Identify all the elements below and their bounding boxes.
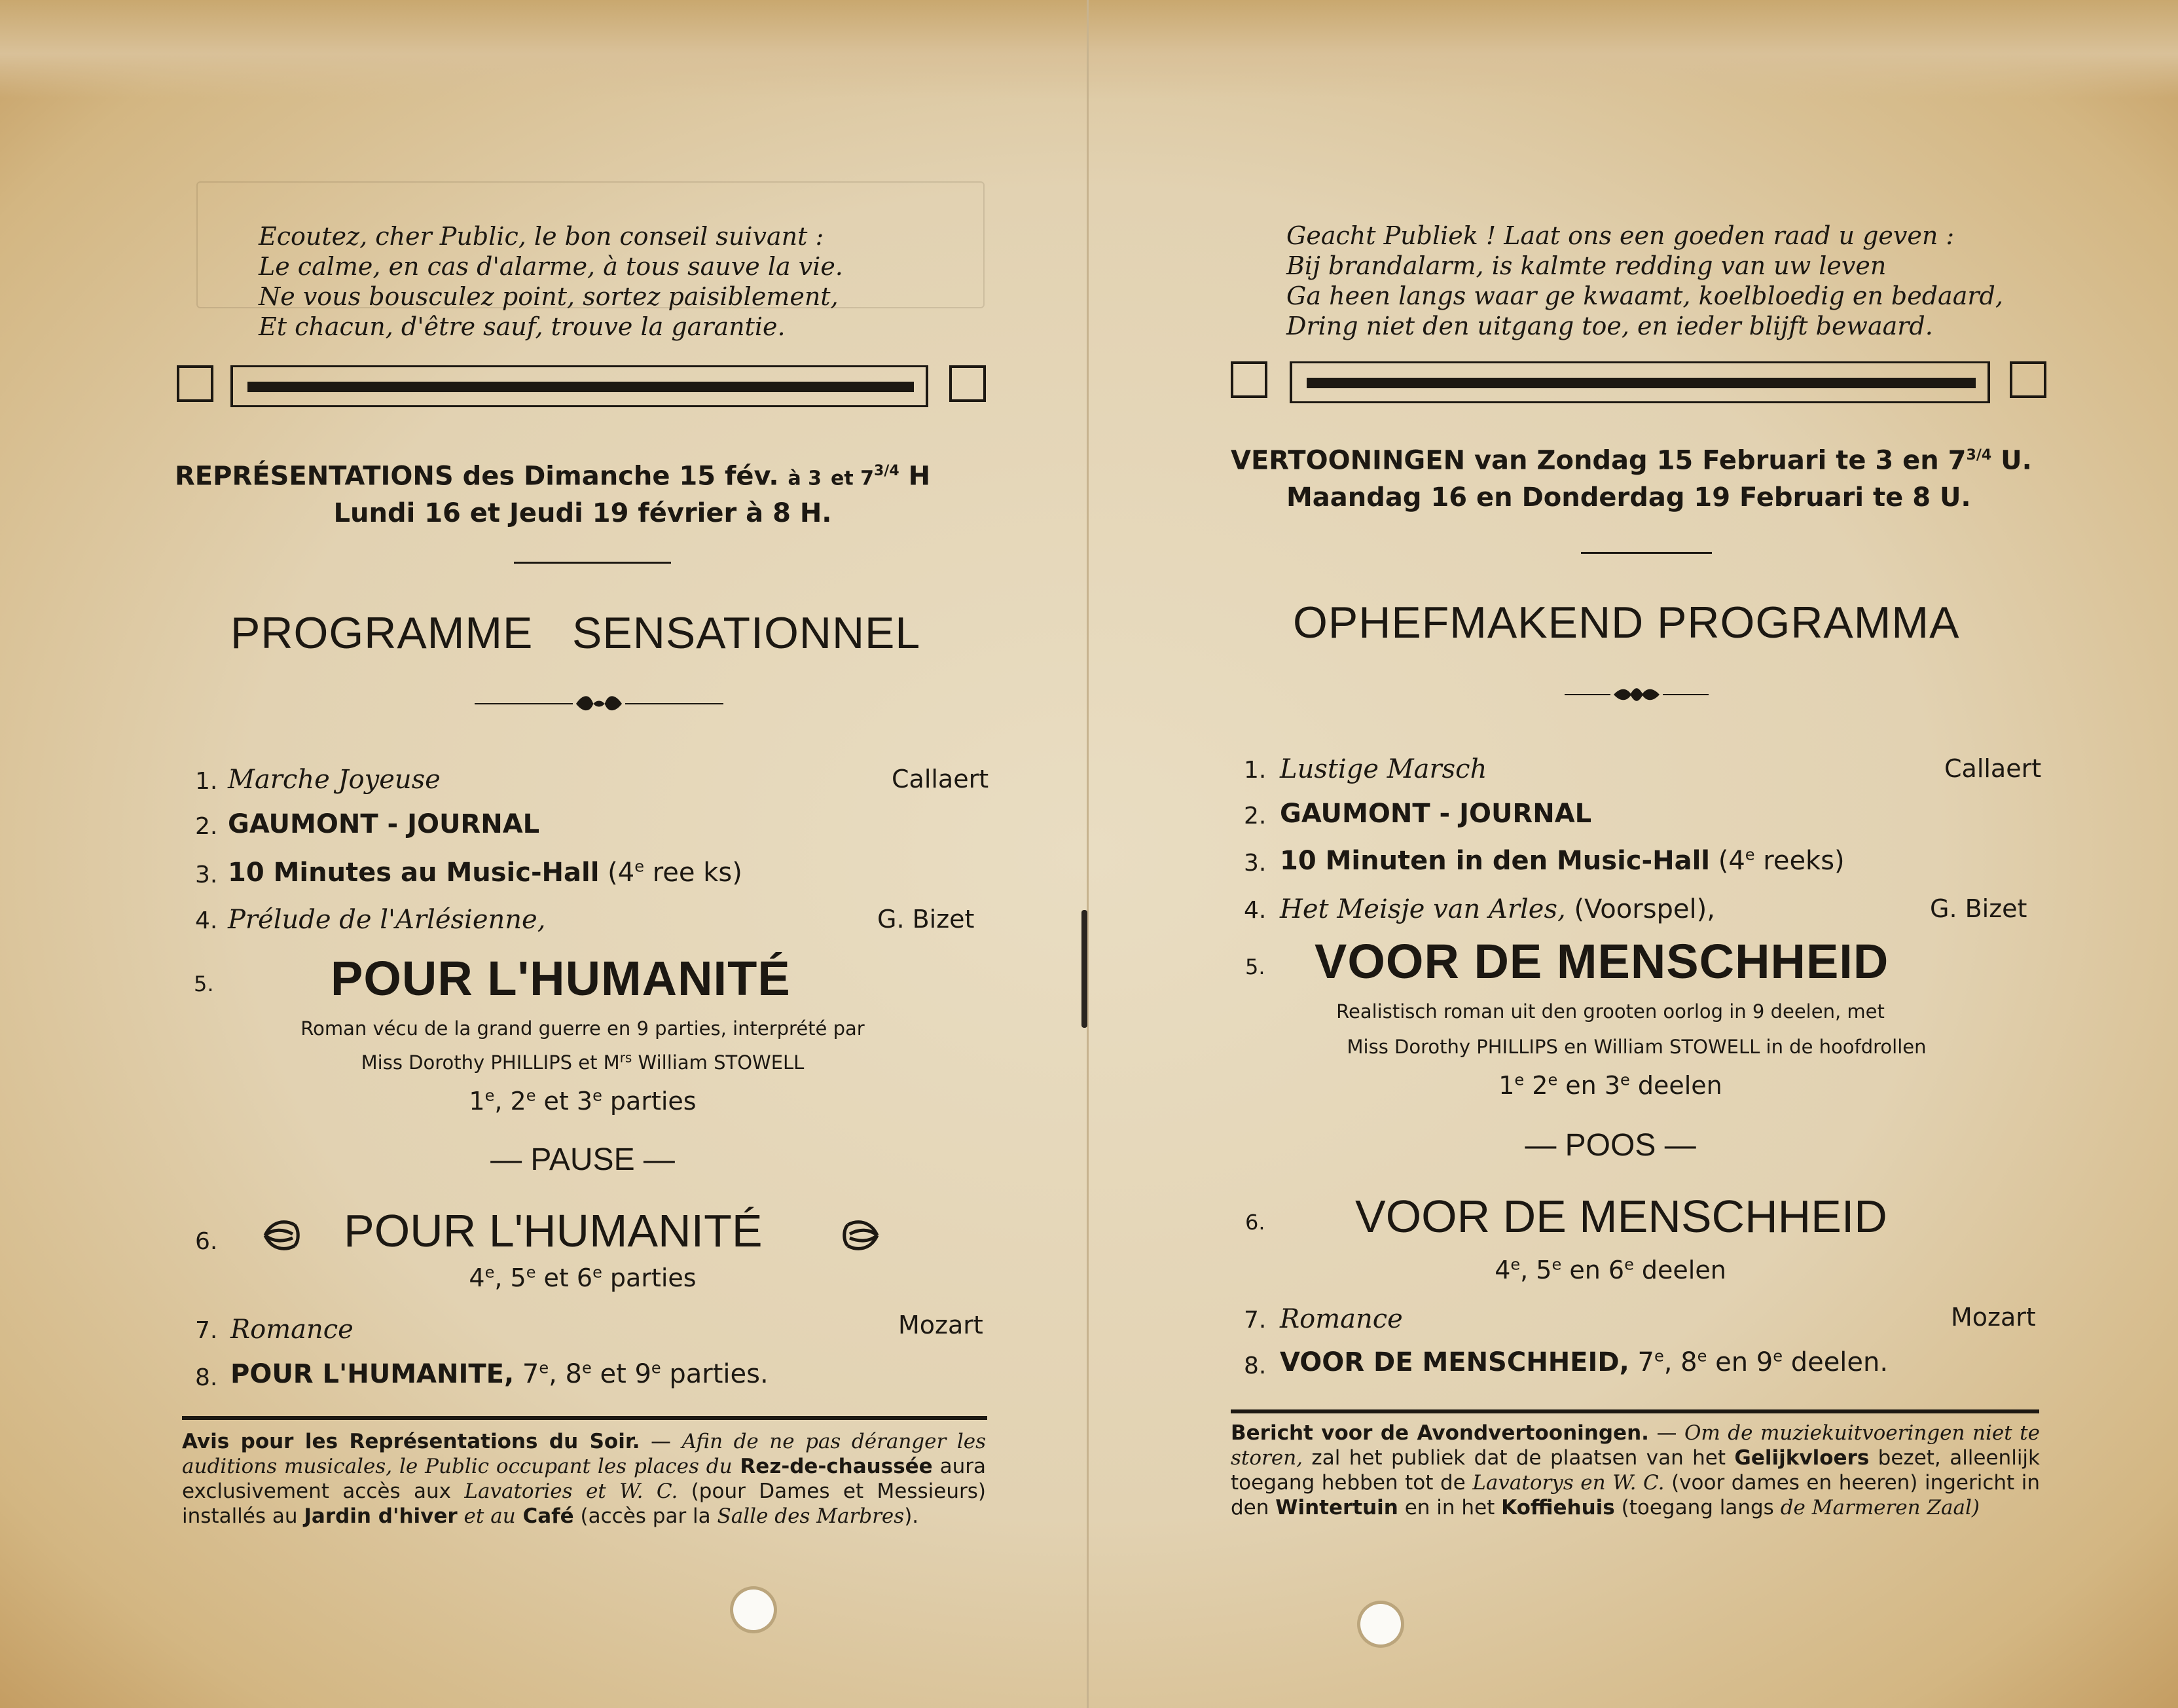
item-title: Prélude de l'Arlésienne, (228, 905, 546, 935)
cast-text: rs (619, 1049, 632, 1066)
dates-unit: H (908, 461, 931, 492)
programme-heading: PROGRAMME SENSATIONNEL (230, 608, 921, 658)
part-number: , 2 (494, 1087, 526, 1116)
notice-text: Afin de ne pas déranger les auditions musicales, le Public occupant les places du (182, 1430, 987, 1478)
item-title: Lustige Marsch (1280, 754, 1487, 784)
dates-time: à 3 (788, 467, 822, 490)
item-extra: (Voorspel), (1574, 894, 1715, 924)
item-title: Romance (1280, 1304, 1403, 1334)
notice-text: (toegang langs (1614, 1496, 1781, 1519)
part-sup: e (484, 1086, 495, 1105)
item-composer: Callaert (892, 765, 989, 793)
ornament-divider (1565, 685, 1709, 704)
item-number: 5. (194, 972, 214, 996)
part-number: et 3 (535, 1087, 593, 1116)
part-sup: e (1552, 1255, 1562, 1274)
item-composer: Callaert (1944, 754, 2042, 783)
part-sup: e (1514, 1070, 1525, 1089)
item-suffix: (4 (608, 858, 635, 888)
dates-time: et 7 (830, 467, 874, 490)
item-suffix: ree ks) (644, 858, 742, 888)
part-number: , 8 (1663, 1347, 1697, 1377)
item-number: 8. (195, 1364, 218, 1391)
item-composer: Mozart (898, 1311, 983, 1339)
notice-text: Jardin d'hiver (304, 1504, 458, 1528)
notice-text: aura exclusivement accès aux (182, 1455, 986, 1503)
divider-square (177, 365, 213, 402)
part-sup: e (1697, 1347, 1707, 1366)
part-number: et 9 (591, 1359, 651, 1389)
notice-text: Gelijkvloers (1734, 1446, 1870, 1470)
part-number: 2 (1524, 1071, 1548, 1100)
item-composer: G. Bizet (877, 905, 975, 934)
cast-text: Miss Dorothy PHILLIPS et M (361, 1051, 620, 1074)
item-suffix: reeks) (1754, 846, 1845, 876)
part-number: en 9 (1707, 1347, 1773, 1377)
feature-title: POUR L'HUMANITÉ (331, 951, 791, 1006)
dates-text: des Dimanche 15 fév. (462, 461, 779, 492)
poem-line: Et chacun, d'être sauf, trouve la garantie. (259, 312, 786, 341)
notice-text: et au (457, 1504, 516, 1528)
item-number: 8. (1244, 1353, 1267, 1379)
part-number: 1 (1498, 1071, 1515, 1100)
short-rule (1581, 552, 1712, 554)
dates-unit: U. (2001, 445, 2032, 476)
part-number: 7 (514, 1359, 539, 1389)
staple (1081, 910, 1087, 1028)
spine-fold (1087, 0, 1089, 1708)
notice-text: Koffiehuis (1501, 1496, 1615, 1519)
feature-description: Roman vécu de la grand guerre en 9 parties, interprété par (300, 1017, 865, 1040)
item-number: 4. (1244, 897, 1267, 924)
item-title: VOOR DE MENSCHHEID, (1280, 1347, 1629, 1377)
item-number: 4. (195, 907, 218, 934)
evening-notice (182, 1429, 986, 1529)
part-sup: e (581, 1358, 592, 1377)
poem-line: Ne vous bousculez point, sortez paisiblement, (259, 282, 839, 311)
item-number: 1. (195, 768, 218, 795)
notice-rule (182, 1416, 987, 1420)
notice-text: de Marmeren Zaal) (1780, 1496, 1980, 1519)
feature-cast (177, 1051, 989, 1074)
poem-line: Ecoutez, cher Public, le bon conseil suivant : (259, 222, 824, 251)
notice-text: Lavatories et W. C. (464, 1480, 678, 1503)
left-page-french (177, 0, 989, 1708)
item-title: POUR L'HUMANITE, (230, 1359, 515, 1389)
notice-text: ). (904, 1504, 919, 1528)
item-title: GAUMONT - JOURNAL (1280, 799, 1592, 829)
ornament-divider (475, 694, 723, 714)
notice-text: Om de muziekuitvoeringen niet te storen, (1231, 1421, 2040, 1470)
item-composer: Mozart (1951, 1303, 2036, 1332)
right-page-dutch (1231, 0, 2042, 1708)
feature-parts (1205, 1071, 2016, 1100)
flourish-icon (1610, 685, 1663, 704)
part-number: en 3 (1557, 1071, 1621, 1100)
safety-poem (1286, 221, 2003, 341)
item-line (1280, 894, 1715, 924)
divider-square (949, 365, 986, 402)
notice-text: en in het (1398, 1496, 1502, 1519)
item-number: 3. (195, 862, 218, 888)
notice-text: Rez-de-chaussée (732, 1455, 933, 1478)
part-number: , 5 (494, 1263, 526, 1292)
item-suffix: (4 (1718, 846, 1745, 876)
item-number: 6. (1245, 1210, 1265, 1235)
programme-heading: OPHEFMAKEND PROGRAMMA (1293, 598, 1960, 647)
part-sup: e (592, 1263, 602, 1282)
notice-text: zal het publiek dat de plaatsen van het (1303, 1446, 1735, 1470)
item-title: 10 Minuten in den Music-Hall (1280, 846, 1710, 876)
dates-label: REPRÉSENTATIONS (175, 461, 454, 492)
part-number: , 8 (549, 1359, 582, 1389)
feature-title: VOOR DE MENSCHHEID (1315, 934, 1889, 989)
feature-description: Realistisch roman uit den grooten oorlog in 9 deelen, met (1336, 1000, 1885, 1023)
notice-text: (pour Dames et Messieurs) installés au (182, 1480, 986, 1528)
item-number: 6. (195, 1228, 218, 1255)
item-title: Romance (230, 1315, 354, 1345)
notice-rule (1231, 1409, 2039, 1413)
part-sup: e (592, 1086, 602, 1105)
item-line (1280, 1347, 1888, 1377)
dates-fraction: 3/4 (1966, 447, 1992, 463)
feature-parts (1205, 1256, 2016, 1284)
part-label: parties (602, 1263, 697, 1292)
item-title: GAUMONT - JOURNAL (228, 809, 540, 839)
part-label: deelen (1633, 1256, 1726, 1284)
leaf-ornament-icon (259, 1216, 304, 1255)
part-sup: e (1548, 1070, 1558, 1089)
part-sup: e (526, 1263, 536, 1282)
part-number: 4 (1495, 1256, 1511, 1284)
notice-text: (accès par la (573, 1504, 717, 1528)
part-sup: e (526, 1086, 536, 1105)
ornament-line (1663, 694, 1709, 695)
feature-title: VOOR DE MENSCHHEID (1355, 1191, 1887, 1242)
item-number: 2. (195, 813, 218, 840)
item-suffix: e (634, 857, 644, 876)
notice-text: Salle des Marbres (717, 1504, 905, 1528)
notice-text: — (1648, 1421, 1684, 1445)
part-number: en 6 (1561, 1256, 1625, 1284)
poem-line: Le calme, en cas d'alarme, à tous sauve la vie. (259, 252, 843, 281)
item-line (230, 1359, 769, 1389)
notice-title: Avis pour les Représentations du Soir. (182, 1430, 640, 1453)
decorative-divider (177, 365, 995, 411)
item-line (1280, 846, 1845, 876)
part-sup: e (539, 1358, 549, 1377)
poem-line: Geacht Publiek ! Laat ons een goeden raad u geven : (1286, 221, 1955, 250)
part-label: parties. (661, 1359, 769, 1389)
ornament-line (1565, 694, 1610, 695)
item-title: Marche Joyeuse (228, 765, 441, 795)
poem-line: Bij brandalarm, is kalmte redding van uw leven (1286, 251, 1887, 280)
item-number: 5. (1245, 954, 1265, 979)
item-number: 1. (1244, 757, 1267, 784)
divider-square (2010, 361, 2046, 398)
decorative-divider (1231, 361, 2056, 407)
part-number: , 5 (1520, 1256, 1552, 1284)
item-title: 10 Minutes au Music-Hall (228, 858, 600, 888)
intermission: — PAUSE — (490, 1142, 675, 1177)
notice-text: Wintertuin (1275, 1496, 1398, 1519)
ornament-line (475, 703, 573, 704)
dates-label: VERTOONINGEN (1231, 445, 1466, 476)
cast-text: William STOWELL (632, 1051, 805, 1074)
notice-text: bezet, alleenlijk toegang hebben tot de (1231, 1446, 2040, 1495)
leaf-ornament-icon (838, 1216, 884, 1255)
safety-poem (259, 221, 843, 342)
show-dates-line2: Maandag 16 en Donderdag 19 Februari te 8 U. (1286, 482, 1971, 513)
short-rule (514, 562, 671, 564)
dates-fraction: 3/4 (874, 463, 899, 479)
notice-text: (voor dames en heeren) ingericht in den (1231, 1471, 2041, 1519)
part-number: et 6 (535, 1263, 593, 1292)
feature-parts (177, 1087, 989, 1116)
part-sup: e (1654, 1347, 1664, 1366)
part-sup: e (1510, 1255, 1521, 1274)
divider-square (1231, 361, 1267, 398)
notice-text: Lavatorys en W. C. (1472, 1471, 1665, 1495)
show-dates-line2: Lundi 16 et Jeudi 19 février à 8 H. (333, 498, 832, 528)
intermission: — POOS — (1525, 1128, 1696, 1163)
item-composer: G. Bizet (1930, 894, 2027, 923)
part-number: 1 (469, 1087, 485, 1116)
divider-bar (1290, 361, 1990, 403)
item-number: 2. (1244, 803, 1267, 829)
item-line (228, 858, 742, 888)
notice-text: — (640, 1430, 682, 1453)
part-sup: e (651, 1358, 661, 1377)
part-number: 7 (1629, 1347, 1654, 1377)
evening-notice (1231, 1421, 2040, 1520)
notice-text: Café (515, 1504, 574, 1528)
flourish-icon (573, 694, 625, 714)
item-title: Het Meisje van Arles, (1280, 894, 1566, 924)
part-label: parties (602, 1087, 697, 1116)
divider-bar (230, 365, 928, 407)
feature-cast: Miss Dorothy PHILLIPS en William STOWELL in de hoofdrollen (1347, 1036, 1927, 1058)
part-label: deelen (1629, 1071, 1722, 1100)
part-sup: e (1624, 1255, 1634, 1274)
notice-title: Bericht voor de Avondvertooningen. (1231, 1421, 1649, 1445)
part-sup: e (484, 1263, 495, 1282)
item-number: 7. (1244, 1307, 1267, 1334)
show-dates (1231, 435, 2032, 481)
poem-line: Dring niet den uitgang toe, en ieder blijft bewaard. (1286, 312, 1933, 340)
part-label: deelen. (1782, 1347, 1889, 1377)
dates-text: van Zondag 15 Februari te 3 en 7 (1474, 445, 1967, 476)
item-number: 3. (1244, 850, 1267, 877)
item-number: 7. (195, 1317, 218, 1344)
part-number: 4 (469, 1263, 485, 1292)
part-sup: e (1620, 1070, 1630, 1089)
feature-title: POUR L'HUMANITÉ (344, 1205, 763, 1256)
item-suffix: e (1745, 845, 1755, 864)
part-sup: e (1773, 1347, 1783, 1366)
feature-parts (177, 1263, 989, 1292)
ornament-line (625, 703, 723, 704)
poem-line: Ga heen langs waar ge kwaamt, koelbloedig en bedaard, (1286, 282, 2003, 310)
